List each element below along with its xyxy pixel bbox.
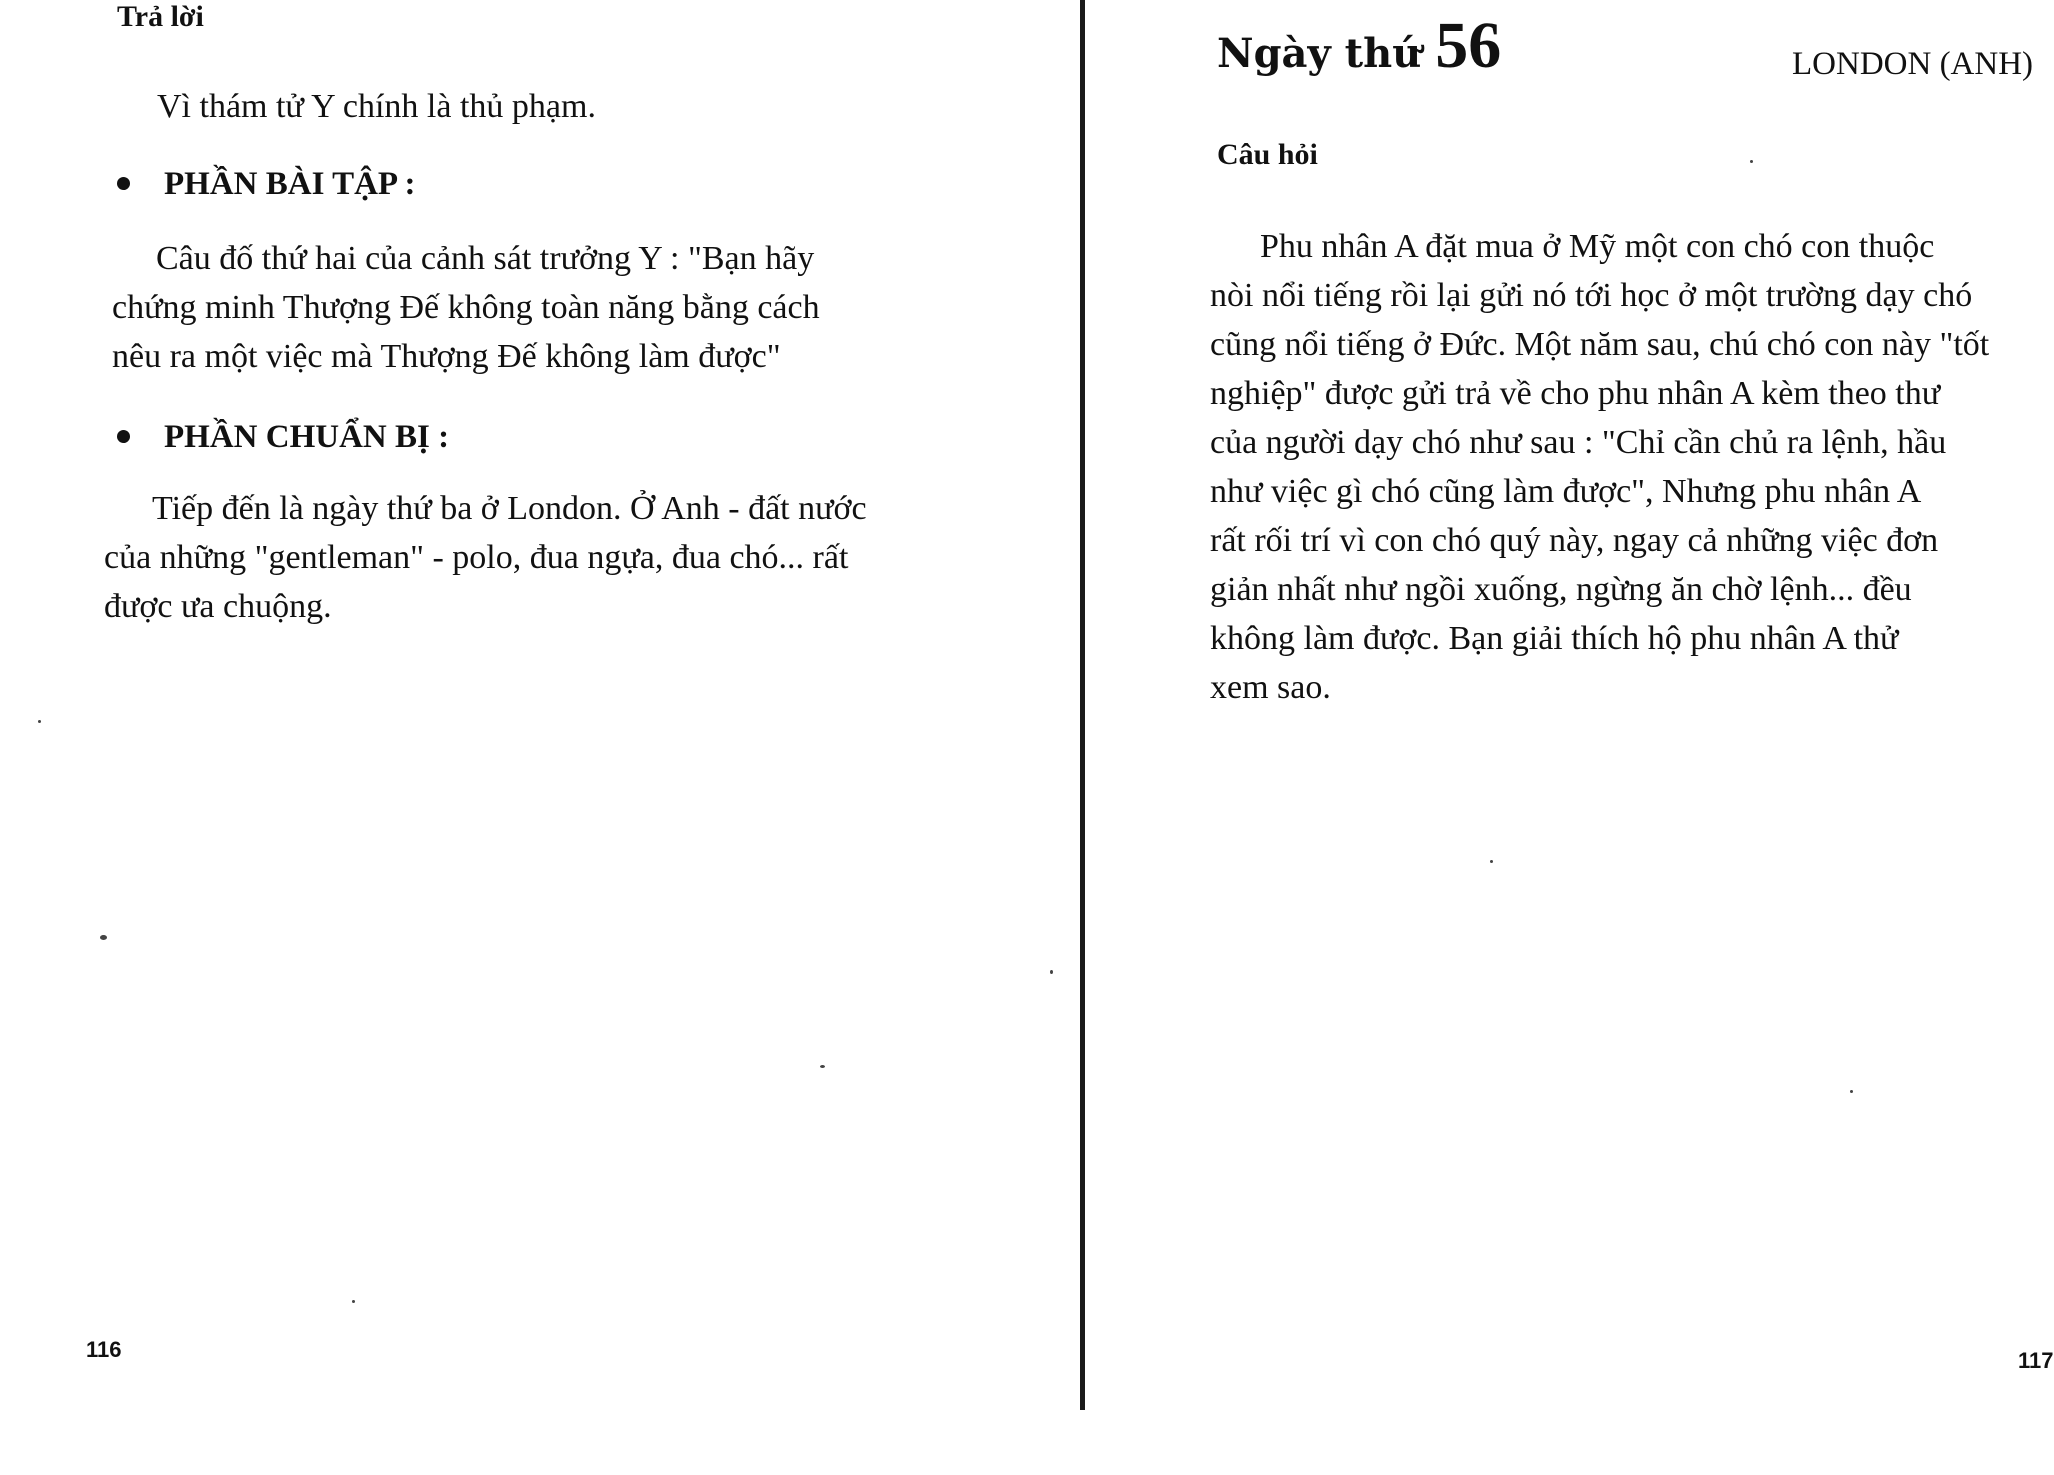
paragraph-line: được ưa chuộng. — [104, 588, 332, 625]
answer-heading: Trả lời — [117, 0, 204, 33]
paragraph-line: giản nhất như ngồi xuống, ngừng ăn chờ lệnh... đều — [1210, 571, 1912, 608]
paragraph-line: của người dạy chó như sau : "Chỉ cần chủ ra lệnh, hầu — [1210, 424, 1947, 461]
paragraph-line: nêu ra một việc mà Thượng Đế không làm được" — [112, 338, 781, 375]
scan-speck — [820, 1065, 825, 1068]
scan-speck — [38, 720, 41, 723]
paragraph-line: Câu đố thứ hai của cảnh sát trưởng Y : "Bạn hãy — [156, 240, 815, 277]
page-number: 116 — [86, 1337, 122, 1362]
answer-text — [157, 82, 596, 131]
prep-heading-text: PHẦN CHUẨN BỊ : — [164, 419, 450, 455]
exercise-heading — [117, 166, 416, 203]
scan-speck — [1490, 860, 1493, 863]
paragraph-line: rất rối trí vì con chó quý này, ngay cả những việc đơn — [1210, 522, 1939, 559]
day-number: 56 — [1435, 9, 1502, 82]
scan-speck — [100, 935, 107, 940]
book-spine — [1080, 0, 1085, 1410]
day-prefix: Ngày thứ — [1217, 30, 1436, 77]
prep-paragraph — [104, 484, 867, 631]
page-number: 117 — [2018, 1348, 2054, 1373]
paragraph-line: Phu nhân A đặt mua ở Mỹ một con chó con thuộc — [1260, 228, 1935, 265]
question-paragraph — [1210, 222, 1989, 712]
scan-speck — [1750, 160, 1753, 163]
exercise-paragraph — [112, 234, 820, 381]
paragraph-line: nghiệp" được gửi trả về cho phu nhân A kèm theo thư — [1210, 375, 1941, 412]
paragraph-line: nòi nổi tiếng rồi lại gửi nó tới học ở một trường dạy chó — [1210, 277, 1973, 314]
scan-speck — [352, 1300, 355, 1303]
paragraph-line: như việc gì chó cũng làm được", Nhưng phu nhân A — [1210, 473, 1922, 510]
bullet-icon — [117, 177, 130, 190]
paragraph-line: chứng minh Thượng Đế không toàn năng bằng cách — [112, 289, 820, 326]
page-title — [1217, 8, 1501, 84]
paragraph-line: cũng nổi tiếng ở Đức. Một năm sau, chú chó con này "tốt — [1210, 326, 1990, 363]
prep-heading — [117, 419, 449, 456]
question-heading: Câu hỏi — [1217, 138, 1318, 171]
answer-line: Vì thám tử Y chính là thủ phạm. — [157, 88, 596, 125]
paragraph-line: không làm được. Bạn giải thích hộ phu nhân A thử — [1210, 620, 1899, 657]
right-page — [1090, 0, 2054, 1475]
exercise-heading-text: PHẦN BÀI TẬP : — [164, 166, 416, 202]
paragraph-line: của những "gentleman" - polo, đua ngựa, đua chó... rất — [104, 539, 849, 576]
scan-speck — [1850, 1090, 1853, 1093]
paragraph-line: xem sao. — [1210, 669, 1331, 706]
bullet-icon — [117, 430, 130, 443]
paragraph-line: Tiếp đến là ngày thứ ba ở London. Ở Anh - đất nước — [152, 490, 867, 527]
location-label: LONDON (ANH) — [1792, 46, 2034, 82]
scan-speck — [1050, 970, 1053, 974]
